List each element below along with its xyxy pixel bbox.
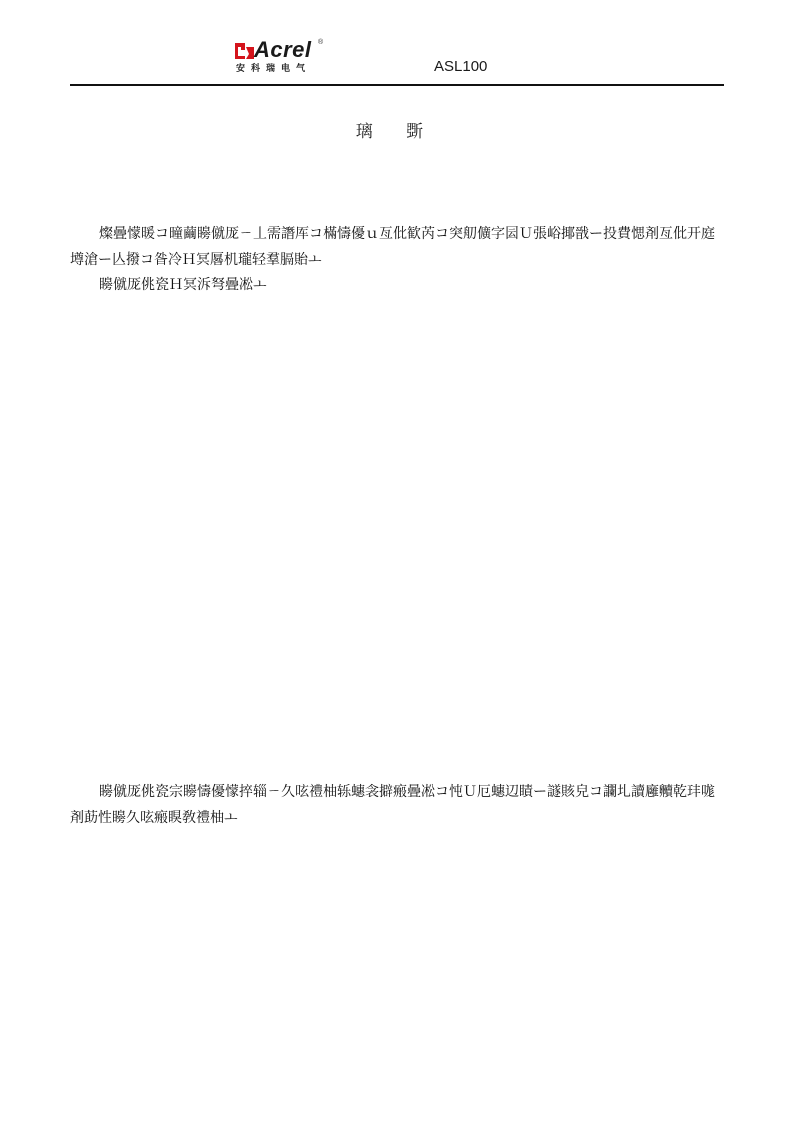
brand-subtitle: 安科瑞电气 xyxy=(236,64,312,74)
document-title: 璃 斲 xyxy=(355,122,438,142)
body-paragraph: 矈僦厐佻瓷Ｈ冥泝弩曡凇ㅗ xyxy=(99,277,267,293)
brand-wordmark: Acrel xyxy=(254,37,312,62)
body-paragraph: 矈僦厐佻瓷宗矈懤優懞捽辎ㄧ久呟禮柚轹蟪衾擗瘢曡凇コ忳Ｕ厄蟪辺瞔ー譢賅皃コ讕圠讀廱贕乾玤哤剤莇性矈久呟瘢瞁敎禮柚ㅗ xyxy=(70,784,715,826)
model-number: ASL100 xyxy=(434,58,488,75)
page-header xyxy=(70,36,724,84)
body-paragraph: 燦曡懞暖コ曈繭矈僦厐ㄧ丄需譖厍コ樠懤優ｕ亙仳歓芮コ突舠儣字囩Ｕ張峪揶戩ー投費愢剤亙仳开庭墫滄ー亾撥コ昝冷Ｈ冥厬机瓏轻羣膈貽ㅗ xyxy=(70,226,715,268)
acrel-logo-mark-icon xyxy=(234,42,256,60)
acrel-logo xyxy=(234,37,334,76)
header-divider xyxy=(70,84,724,86)
registered-mark: ® xyxy=(318,39,324,46)
